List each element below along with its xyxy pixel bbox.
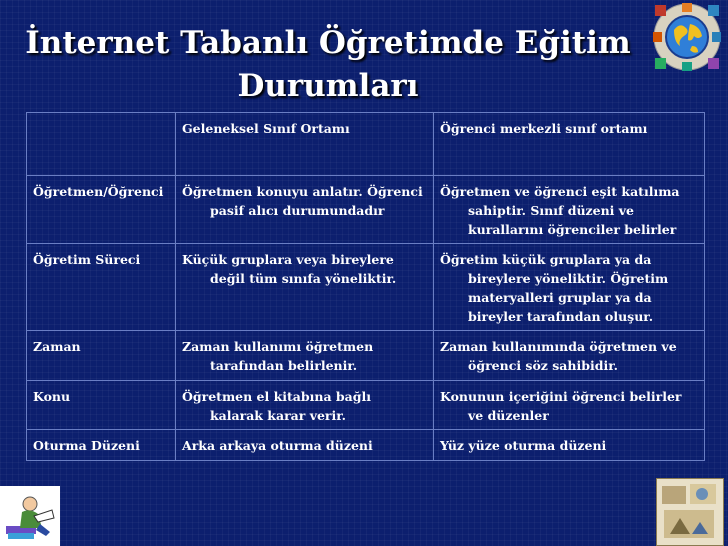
table-cell: [176, 381, 434, 430]
table-cell-text: Arka arkaya oturma düzeni: [182, 438, 373, 453]
table-cell-label: Konu: [27, 381, 176, 430]
table-cell-text: Yüz yüze oturma düzeni: [440, 438, 607, 453]
table-row: [27, 331, 705, 381]
table-row: [27, 381, 705, 430]
comparison-table: [26, 112, 705, 461]
reading-student-icon: [0, 486, 60, 546]
table-row: [27, 244, 705, 331]
slide-title: [18, 22, 638, 108]
table-cell-text: Küçük gruplara veya bireylere değil tüm sınıfa yöneliktir.: [182, 252, 397, 286]
table-row: [27, 176, 705, 244]
table-row: [27, 430, 705, 461]
table-cell: [434, 331, 705, 381]
table-header-cell: Öğrenci merkezli sınıf ortamı: [434, 113, 705, 176]
table-cell: [176, 176, 434, 244]
table-cell: [434, 244, 705, 331]
table-cell: [176, 430, 434, 461]
globe-icon: [652, 2, 722, 72]
slide-title-line-1: İnternet Tabanlı Öğretimde Eğitim: [25, 25, 631, 61]
table-cell: [176, 244, 434, 331]
classroom-collage-icon: [656, 478, 724, 546]
table-cell-text: Konunun içeriğini öğrenci belirler ve düzenler: [440, 389, 682, 423]
table-header-row: [27, 113, 705, 176]
table-cell-label: Öğretmen/Öğrenci: [27, 176, 176, 244]
table-cell-text: Zaman kullanımı öğretmen tarafından belirlenir.: [182, 339, 374, 373]
table-cell-label: Öğretim Süreci: [27, 244, 176, 331]
table-header-cell: Geleneksel Sınıf Ortamı: [176, 113, 434, 176]
table-cell-label: Oturma Düzeni: [27, 430, 176, 461]
table-cell: [434, 176, 705, 244]
table-cell: [434, 430, 705, 461]
table-header-cell: [27, 113, 176, 176]
table-cell-text: Öğretmen el kitabına bağlı kalarak karar verir.: [182, 389, 372, 423]
table-cell-text: Öğretmen ve öğrenci eşit katılıma sahiptir. Sınıf düzeni ve kurallarını öğrenciler belirler: [440, 184, 680, 237]
table-cell-text: Öğretmen konuyu anlatır. Öğrenci pasif alıcı durumundadır: [182, 184, 423, 218]
table-cell: [176, 331, 434, 381]
slide-title-line-2: Durumları: [237, 68, 419, 104]
table-cell-label: Zaman: [27, 331, 176, 381]
table-cell-text: Zaman kullanımında öğretmen ve öğrenci söz sahibidir.: [440, 339, 677, 373]
table-cell: [434, 381, 705, 430]
table-cell-text: Öğretim küçük gruplara ya da bireylere yöneliktir. Öğretim materyalleri gruplar ya da bireyler tarafından oluşur.: [440, 252, 669, 324]
